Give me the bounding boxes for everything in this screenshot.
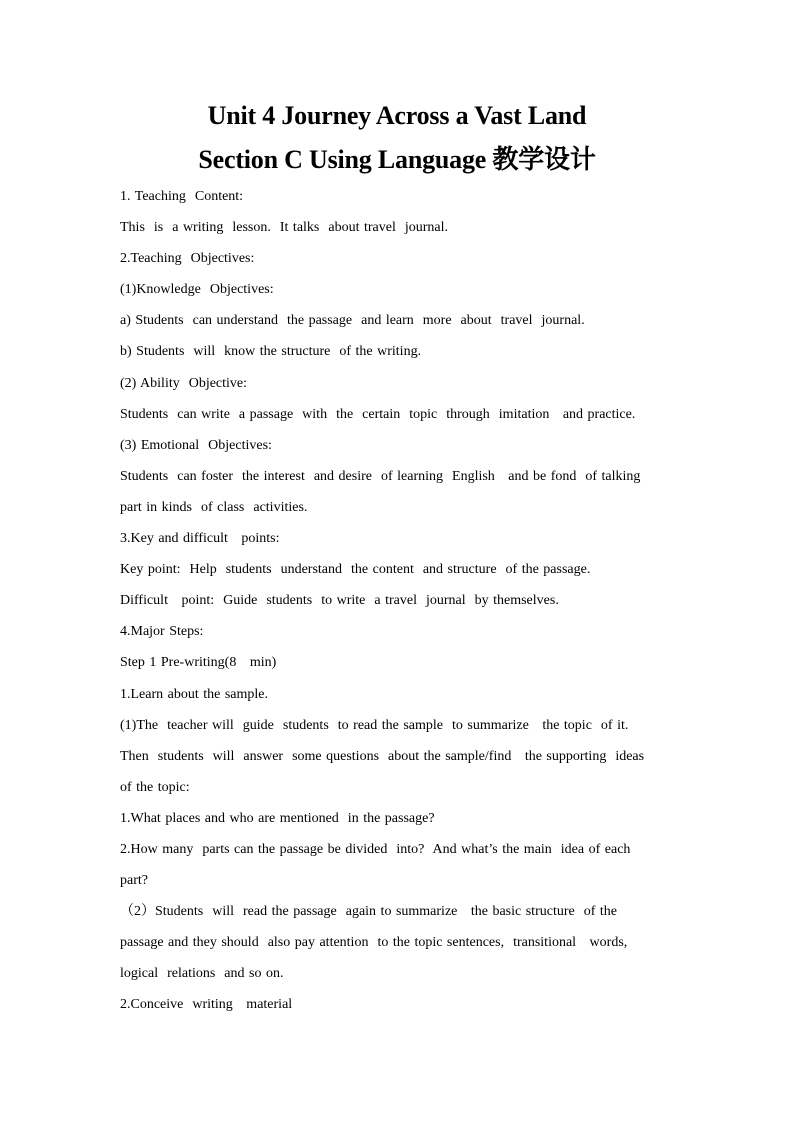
text-line: of the topic: bbox=[120, 779, 190, 795]
text-line: (1)The teacher will guide students to read the sample to summarize the topic of it. bbox=[120, 717, 629, 733]
text-line: a) Students can understand the passage and learn more about travel journal. bbox=[120, 313, 585, 329]
text-line: (3) Emotional Objectives: bbox=[120, 437, 272, 453]
text-line: Key point: Help students understand the content and structure of the passage. bbox=[120, 562, 591, 578]
text-line: Then students will answer some questions about the sample/find the supporting ideas bbox=[120, 748, 645, 764]
text-line: 2.Teaching Objectives: bbox=[120, 251, 255, 267]
text-line: (1)Knowledge Objectives: bbox=[120, 282, 274, 298]
text-line: logical relations and so on. bbox=[120, 966, 284, 982]
text-line: 3.Key and difficult points: bbox=[120, 531, 280, 547]
text-line: passage and they should also pay attention to the topic sentences, transitional words, bbox=[120, 935, 628, 951]
text-line: part? bbox=[120, 873, 148, 889]
text-line: 2.How many parts can the passage be divided into? And what’s the main idea of each bbox=[120, 841, 631, 857]
page-subtitle: Section C Using Language 教学设计 bbox=[198, 145, 596, 174]
text-line: 2.Conceive writing material bbox=[120, 997, 293, 1013]
text-line: part in kinds of class activities. bbox=[120, 499, 308, 515]
text-line: 1. Teaching Content: bbox=[120, 189, 244, 204]
text-line: Step 1 Pre-writing(8 min) bbox=[120, 655, 277, 671]
text-line: Students can write a passage with the certain topic through imitation and practice. bbox=[120, 406, 636, 422]
text-line: Students can foster the interest and desire of learning English and be fond of talking bbox=[120, 468, 641, 484]
text-line: 1.Learn about the sample. bbox=[120, 686, 269, 702]
text-line: (2) Ability Objective: bbox=[120, 375, 248, 391]
text-line: Difficult point: Guide students to write a travel journal by themselves. bbox=[120, 593, 559, 609]
page-title: Unit 4 Journey Across a Vast Land bbox=[207, 101, 587, 130]
body-text bbox=[120, 181, 680, 1021]
text-line: 4.Major Steps: bbox=[120, 624, 204, 640]
text-line: 1.What places and who are mentioned in the passage? bbox=[120, 810, 435, 826]
text-line: （2）Students will read the passage again to summarize the basic structure of the bbox=[120, 904, 617, 920]
text-line: b) Students will know the structure of the writing. bbox=[120, 344, 422, 360]
text-line: This is a writing lesson. It talks about travel journal. bbox=[120, 220, 449, 236]
